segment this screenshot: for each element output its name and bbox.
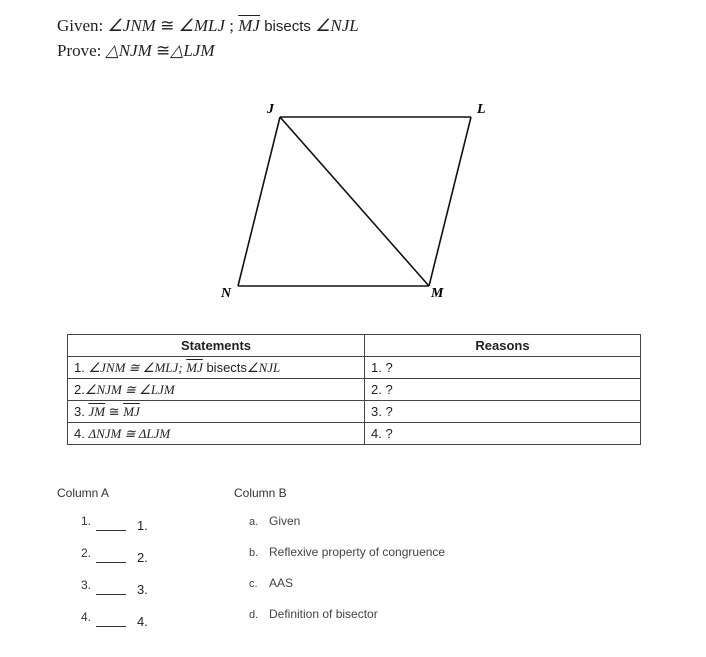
vertex-label-l: L	[477, 102, 486, 117]
item-number-secondary: 1.	[137, 518, 148, 533]
vertex-label-m: M	[431, 286, 444, 301]
item-number: 2.	[81, 546, 92, 560]
segment-nj	[238, 117, 280, 286]
reason-cell-3[interactable]: 3. ?	[365, 401, 641, 423]
statement-cell-1	[68, 357, 365, 379]
vertex-label-j: J	[267, 102, 274, 117]
item-number: 4.	[81, 610, 92, 624]
item-number-secondary: 3.	[137, 582, 148, 597]
column-b-item-a	[249, 514, 300, 528]
statement-cell-2	[68, 379, 365, 401]
proof-table	[67, 334, 641, 445]
reason-cell-4[interactable]: 4. ?	[365, 423, 641, 445]
given-segment-mj: $\overline{MJ}$	[238, 16, 260, 35]
column-b-item-c	[249, 576, 293, 590]
given-angle-mlj: ∠MLJ	[178, 16, 225, 35]
option-text: Definition of bisector	[269, 607, 378, 621]
statement-angles: ∠JNM ≅ ∠MLJ;	[88, 359, 183, 375]
prove-congruent-symbol: ≅	[156, 41, 171, 60]
answer-blank[interactable]	[96, 594, 126, 595]
statement-segment: $\overline{MJ}$	[186, 359, 203, 375]
segment-lm	[429, 117, 471, 286]
given-bisects-word: bisects	[264, 18, 311, 35]
statement-cell-3	[68, 401, 365, 423]
vertex-label-n: N	[221, 286, 232, 301]
item-number: 3.	[81, 578, 92, 592]
reason-cell-2[interactable]: 2. ?	[365, 379, 641, 401]
statement-segment-jm: $\overline{JM}$	[88, 403, 106, 419]
statement-bisects: bisects	[202, 359, 247, 375]
statement-angle-njl: ∠NJL	[246, 359, 281, 375]
option-letter: a.	[249, 516, 259, 528]
given-angle-jnm: ∠JNM	[107, 16, 156, 35]
answer-blank[interactable]	[96, 562, 126, 563]
column-b-item-d	[249, 607, 378, 621]
reason-cell-1[interactable]: 1. ?	[365, 357, 641, 379]
item-number-secondary: 4.	[137, 614, 148, 629]
column-a-item-3	[81, 578, 148, 597]
answer-blank[interactable]	[96, 626, 126, 627]
given-label: Given:	[57, 16, 104, 35]
column-a-item-1	[81, 514, 148, 533]
column-b-title: Column B	[234, 486, 287, 500]
statement-number: 2.	[74, 381, 85, 397]
diagonal-jm	[280, 117, 429, 286]
statement-segment-mj: $\overline{MJ}$	[123, 403, 140, 419]
statement-cell-4	[68, 423, 365, 445]
column-a-item-4	[81, 610, 148, 629]
option-letter: d.	[249, 609, 259, 621]
statement-angles: ∠NJM ≅ ∠LJM	[84, 381, 175, 397]
table-row	[68, 357, 641, 379]
statement-number: 1.	[74, 359, 85, 375]
column-b-item-b	[249, 545, 445, 559]
statement-triangles: ΔNJM ≅ ΔLJM	[88, 425, 171, 441]
option-text: AAS	[269, 576, 294, 590]
column-a-title: Column A	[57, 486, 110, 500]
statement-congruent: ≅	[105, 403, 124, 419]
column-a-item-2	[81, 546, 148, 565]
item-number-secondary: 2.	[137, 550, 148, 565]
option-letter: c.	[249, 578, 258, 590]
statements-header: Statements	[68, 335, 365, 357]
given-separator: ;	[229, 16, 234, 35]
reasons-header: Reasons	[365, 335, 641, 357]
given-angle-njl: ∠NJL	[315, 16, 359, 35]
statement-number: 4.	[74, 425, 85, 441]
table-row	[68, 423, 641, 445]
prove-triangle-ljm: △LJM	[170, 41, 215, 60]
prove-triangle-njm: △NJM	[105, 41, 152, 60]
table-row	[68, 401, 641, 423]
prove-label: Prove:	[57, 41, 102, 60]
statement-number: 3.	[74, 403, 85, 419]
answer-blank[interactable]	[96, 530, 126, 531]
table-row	[68, 379, 641, 401]
option-text: Given	[269, 514, 301, 528]
option-text: Reflexive property of congruence	[269, 545, 446, 559]
option-letter: b.	[249, 547, 259, 559]
item-number: 1.	[81, 514, 92, 528]
given-congruent-symbol: ≅	[160, 16, 175, 35]
proof-table-header-row	[68, 335, 641, 357]
